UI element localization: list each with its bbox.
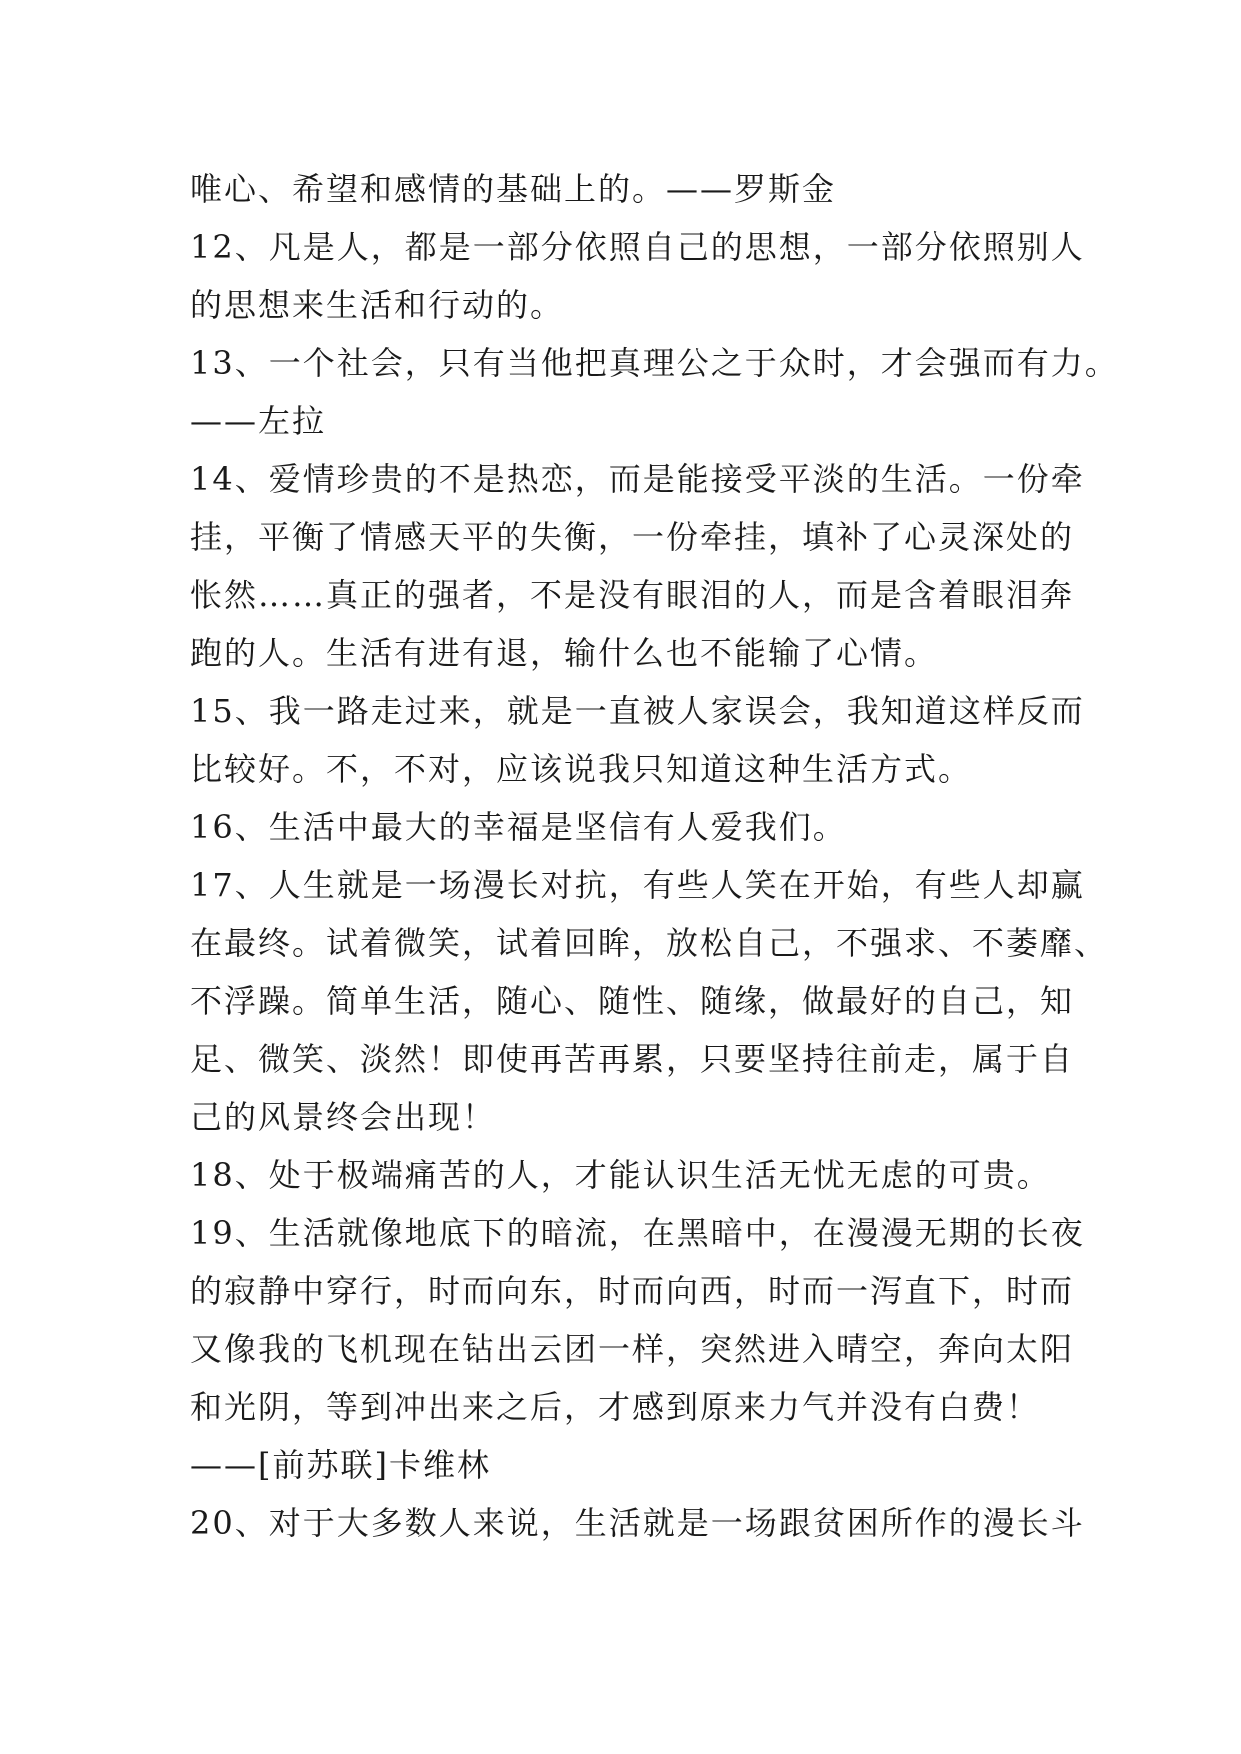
text-line: 又像我的飞机现在钻出云团一样，突然进入晴空，奔向太阳 xyxy=(190,1330,1075,1368)
text-line: 18、处于极端痛苦的人，才能认识生活无忧无虑的可贵。 xyxy=(190,1156,1051,1194)
text-line: 17、人生就是一场漫长对抗，有些人笑在开始，有些人却赢 xyxy=(190,866,1085,904)
text-line: 14、爱情珍贵的不是热恋，而是能接受平淡的生活。一份牵 xyxy=(190,460,1085,498)
text-line: 不浮躁。简单生活，随心、随性、随缘，做最好的自己，知 xyxy=(190,982,1075,1020)
text-line: 跑的人。生活有进有退，输什么也不能输了心情。 xyxy=(190,634,939,672)
text-line: ——[前苏联]卡维林 xyxy=(190,1446,491,1484)
text-line: 13、一个社会，只有当他把真理公之于众时，才会强而有力。 xyxy=(190,344,1119,382)
text-line: 16、生活中最大的幸福是坚信有人爱我们。 xyxy=(190,808,847,846)
text-line: 比较好。不，不对，应该说我只知道这种生活方式。 xyxy=(190,750,973,788)
text-line: 20、对于大多数人来说，生活就是一场跟贫困所作的漫长斗 xyxy=(190,1504,1085,1542)
text-line: 19、生活就像地底下的暗流，在黑暗中，在漫漫无期的长夜 xyxy=(190,1214,1085,1252)
text-line: ——左拉 xyxy=(190,402,327,440)
text-line: 怅然……真正的强者，不是没有眼泪的人，而是含着眼泪奔 xyxy=(190,576,1075,614)
text-line: 唯心、希望和感情的基础上的。——罗斯金 xyxy=(190,170,837,208)
text-line: 挂，平衡了情感天平的失衡，一份牵挂，填补了心灵深处的 xyxy=(190,518,1075,556)
text-line: 己的风景终会出现！ xyxy=(190,1098,497,1136)
text-line: 足、微笑、淡然！即使再苦再累，只要坚持往前走，属于自 xyxy=(190,1040,1075,1078)
text-line: 在最终。试着微笑，试着回眸，放松自己，不强求、不萎靡、 xyxy=(190,924,1109,962)
text-line: 的思想来生活和行动的。 xyxy=(190,286,565,324)
text-line: 和光阴，等到冲出来之后，才感到原来力气并没有白费！ xyxy=(190,1388,1041,1426)
text-line: 15、我一路走过来，就是一直被人家误会，我知道这样反而 xyxy=(190,692,1085,730)
text-line: 的寂静中穿行，时而向东，时而向西，时而一泻直下，时而 xyxy=(190,1272,1075,1310)
text-line: 12、凡是人，都是一部分依照自己的思想，一部分依照别人 xyxy=(190,228,1085,266)
body-text xyxy=(190,160,1119,1552)
